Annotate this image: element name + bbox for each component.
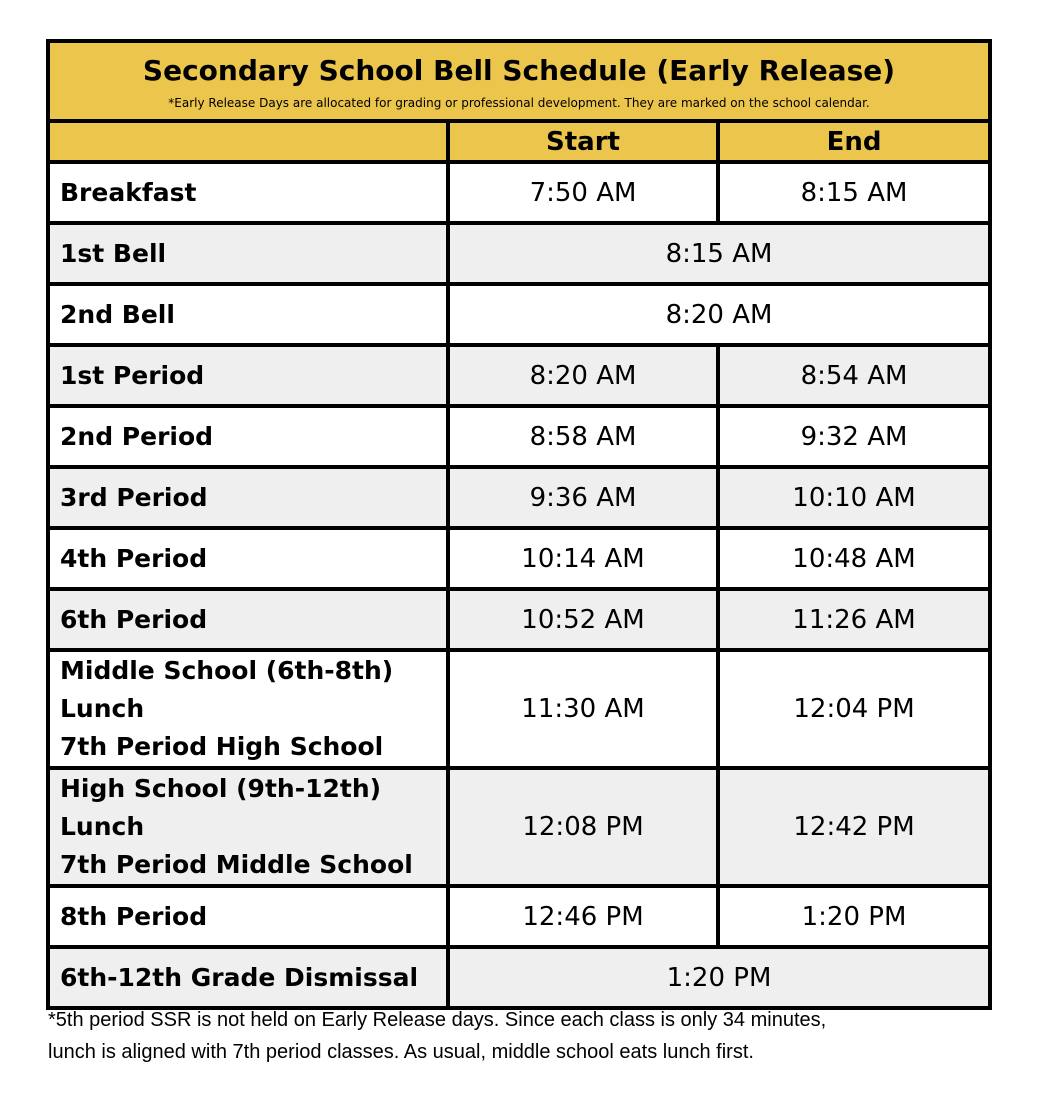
- start-time: 12:46 PM: [448, 886, 718, 947]
- start-time: 12:08 PM: [448, 768, 718, 886]
- table-row: [48, 768, 990, 886]
- start-time: 9:36 AM: [448, 467, 718, 528]
- row-label-line: 7th Period High School: [60, 732, 384, 761]
- column-header-blank: [48, 121, 448, 162]
- start-time: 10:14 AM: [448, 528, 718, 589]
- start-time: 8:20 AM: [448, 345, 718, 406]
- table-row: [48, 223, 990, 284]
- schedule-container: [46, 39, 988, 1010]
- column-header-end: End: [718, 121, 990, 162]
- end-time: 8:15 AM: [718, 162, 990, 223]
- table-row: [48, 345, 990, 406]
- table-row: [48, 589, 990, 650]
- table-row: [48, 162, 990, 223]
- title-banner: [48, 41, 990, 121]
- row-label-line: 7th Period Middle School: [60, 850, 413, 879]
- start-time: 10:52 AM: [448, 589, 718, 650]
- table-row: [48, 467, 990, 528]
- bell-schedule-table: [46, 39, 992, 1010]
- row-label: 6th-12th Grade Dismissal: [48, 947, 448, 1008]
- footnote-line: lunch is aligned with 7th period classes. As usual, middle school eats lunch first.: [48, 1041, 754, 1063]
- start-time: 8:58 AM: [448, 406, 718, 467]
- end-time: 8:54 AM: [718, 345, 990, 406]
- merged-time: 8:15 AM: [448, 223, 990, 284]
- page-subtitle: *Early Release Days are allocated for grading or professional development. They are marked on the school calendar.: [168, 96, 870, 110]
- start-time: 7:50 AM: [448, 162, 718, 223]
- row-label: [48, 650, 448, 768]
- row-label: [48, 768, 448, 886]
- end-time: 12:04 PM: [718, 650, 990, 768]
- footnote: [48, 1004, 998, 1068]
- table-row: [48, 650, 990, 768]
- table-row: [48, 947, 990, 1008]
- footnote-line: *5th period SSR is not held on Early Release days. Since each class is only 34 minutes,: [48, 1009, 827, 1031]
- table-row: [48, 528, 990, 589]
- column-header-row: [48, 121, 990, 162]
- row-label-line: High School (9th-12th) Lunch: [60, 774, 382, 841]
- row-label: 1st Period: [48, 345, 448, 406]
- end-time: 1:20 PM: [718, 886, 990, 947]
- row-label: 4th Period: [48, 528, 448, 589]
- end-time: 10:48 AM: [718, 528, 990, 589]
- table-row: [48, 284, 990, 345]
- page-title: Secondary School Bell Schedule (Early Release): [142, 54, 896, 87]
- row-label: 2nd Period: [48, 406, 448, 467]
- end-time: 10:10 AM: [718, 467, 990, 528]
- column-header-start: Start: [448, 121, 718, 162]
- table-row: [48, 406, 990, 467]
- merged-time: 8:20 AM: [448, 284, 990, 345]
- table-row: [48, 886, 990, 947]
- end-time: 12:42 PM: [718, 768, 990, 886]
- row-label: 2nd Bell: [48, 284, 448, 345]
- row-label: 3rd Period: [48, 467, 448, 528]
- row-label-line: Middle School (6th-8th) Lunch: [60, 656, 394, 723]
- end-time: 11:26 AM: [718, 589, 990, 650]
- row-label: 6th Period: [48, 589, 448, 650]
- merged-time: 1:20 PM: [448, 947, 990, 1008]
- start-time: 11:30 AM: [448, 650, 718, 768]
- end-time: 9:32 AM: [718, 406, 990, 467]
- row-label: 8th Period: [48, 886, 448, 947]
- row-label: 1st Bell: [48, 223, 448, 284]
- row-label: Breakfast: [48, 162, 448, 223]
